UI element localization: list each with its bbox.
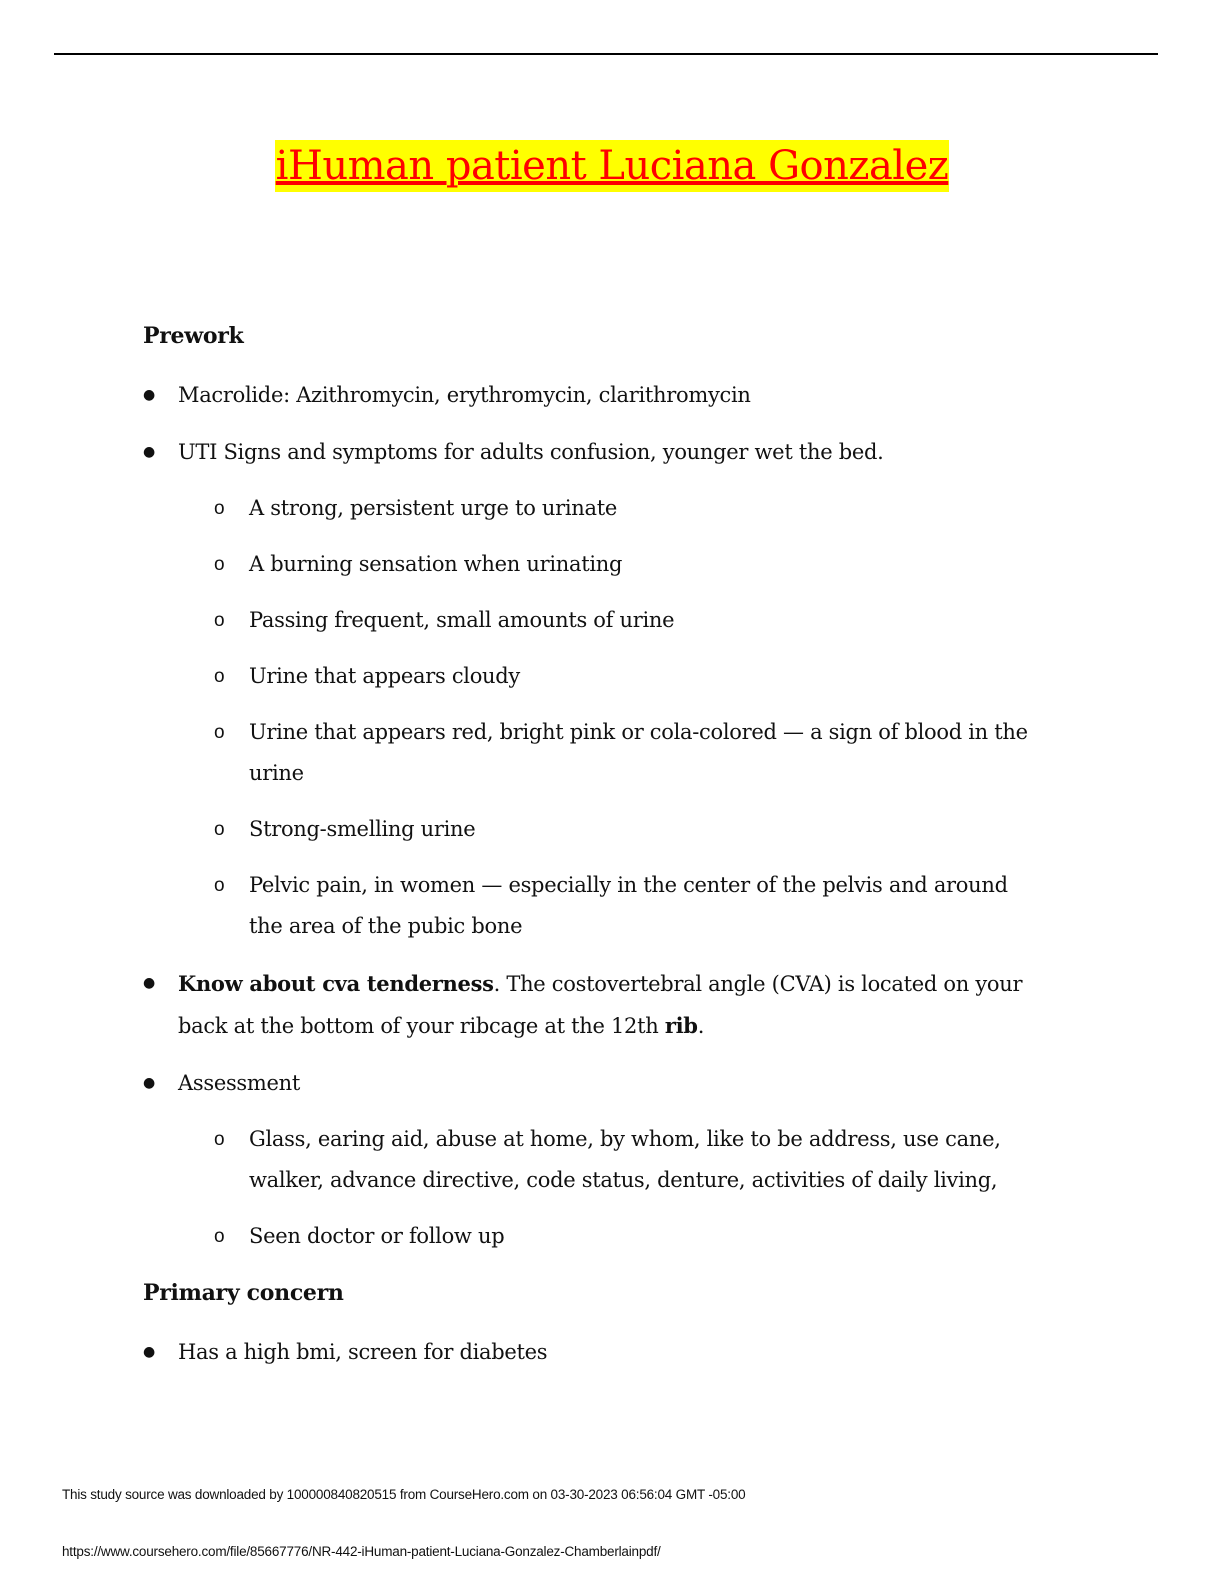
- list-item-text: Macrolide: Azithromycin, erythromycin, clarithromycin: [178, 383, 751, 407]
- title-container: [0, 140, 1224, 192]
- sub-bullet-icon: o: [214, 610, 225, 631]
- bullet-icon: ●: [143, 1344, 155, 1360]
- sub-bullet-icon: o: [214, 1129, 225, 1150]
- sub-bullet-icon: o: [214, 554, 225, 575]
- section-heading-primary-concern: Primary concern: [143, 1280, 344, 1306]
- list-item-text: UTI Signs and symptoms for adults confusion, younger wet the bed.: [178, 440, 884, 464]
- bullet-icon: ●: [143, 444, 155, 460]
- sub-list-item: [178, 600, 1038, 641]
- section-heading-prework: Prework: [143, 323, 244, 349]
- sub-list-item-text: Strong-smelling urine: [249, 817, 476, 841]
- document-body: [143, 316, 1073, 1389]
- sub-list-item: [178, 1216, 1038, 1257]
- sub-list-item-text: Pelvic pain, in women — especially in the center of the pelvis and around the area of the pubic bone: [249, 873, 1008, 938]
- sub-list: [178, 1119, 1073, 1257]
- sub-list-item-text: Urine that appears cloudy: [249, 664, 520, 688]
- bullet-icon: ●: [143, 975, 155, 991]
- sub-list-item: [178, 809, 1038, 850]
- sub-list-item: [178, 712, 1038, 794]
- list-item-text-end: .: [697, 1014, 705, 1038]
- sub-bullet-icon: o: [214, 875, 225, 896]
- sub-bullet-icon: o: [214, 666, 225, 687]
- sub-list-item: [178, 1119, 1038, 1201]
- document-title: iHuman patient Luciana Gonzalez: [275, 140, 950, 192]
- bullet-icon: ●: [143, 1075, 155, 1091]
- download-note: This study source was downloaded by 100000840820515 from CourseHero.com on 03-30-2023 06:56:04 GMT -05:00: [62, 1487, 746, 1502]
- sub-list-item-text: A strong, persistent urge to urinate: [249, 496, 618, 520]
- sub-bullet-icon: o: [214, 498, 225, 519]
- sub-list: [178, 488, 1073, 947]
- list-item: [143, 375, 1073, 416]
- bold-lead-text: Know about cva tenderness: [178, 971, 494, 996]
- sub-list-item: [178, 488, 1038, 529]
- sub-bullet-icon: o: [214, 1226, 225, 1247]
- list-item: [143, 1332, 1073, 1373]
- sub-bullet-icon: o: [214, 819, 225, 840]
- sub-list-item: [178, 865, 1038, 947]
- sub-list-item-text: Glass, earing aid, abuse at home, by whom, like to be address, use cane, walker, advance directive, code status, denture, activities of daily living,: [249, 1127, 1001, 1192]
- sub-list-item: [178, 656, 1038, 697]
- sub-list-item: [178, 544, 1038, 585]
- list-item: [143, 1063, 1073, 1257]
- source-url-link[interactable]: https://www.coursehero.com/file/85667776/NR-442-iHuman-patient-Luciana-Gonzalez-Chamberlainpdf/: [62, 1544, 661, 1559]
- sub-bullet-icon: o: [214, 722, 225, 743]
- top-horizontal-rule: [54, 53, 1158, 55]
- bold-tail-text: rib: [664, 1013, 698, 1038]
- sub-list-item-text: Urine that appears red, bright pink or cola-colored — a sign of blood in the urine: [249, 720, 1028, 785]
- list-item-text: Has a high bmi, screen for diabetes: [178, 1340, 548, 1364]
- sub-list-item-text: Seen doctor or follow up: [249, 1224, 505, 1248]
- list-item-text: Assessment: [178, 1071, 301, 1095]
- list-item-text: . The costovertebral angle (CVA) is located on your back at the bottom of your ribcage at the 12th: [178, 972, 1023, 1038]
- list-item: [143, 963, 1073, 1047]
- bullet-icon: ●: [143, 387, 155, 403]
- list-item: [143, 432, 1073, 947]
- sub-list-item-text: A burning sensation when urinating: [249, 552, 623, 576]
- sub-list-item-text: Passing frequent, small amounts of urine: [249, 608, 675, 632]
